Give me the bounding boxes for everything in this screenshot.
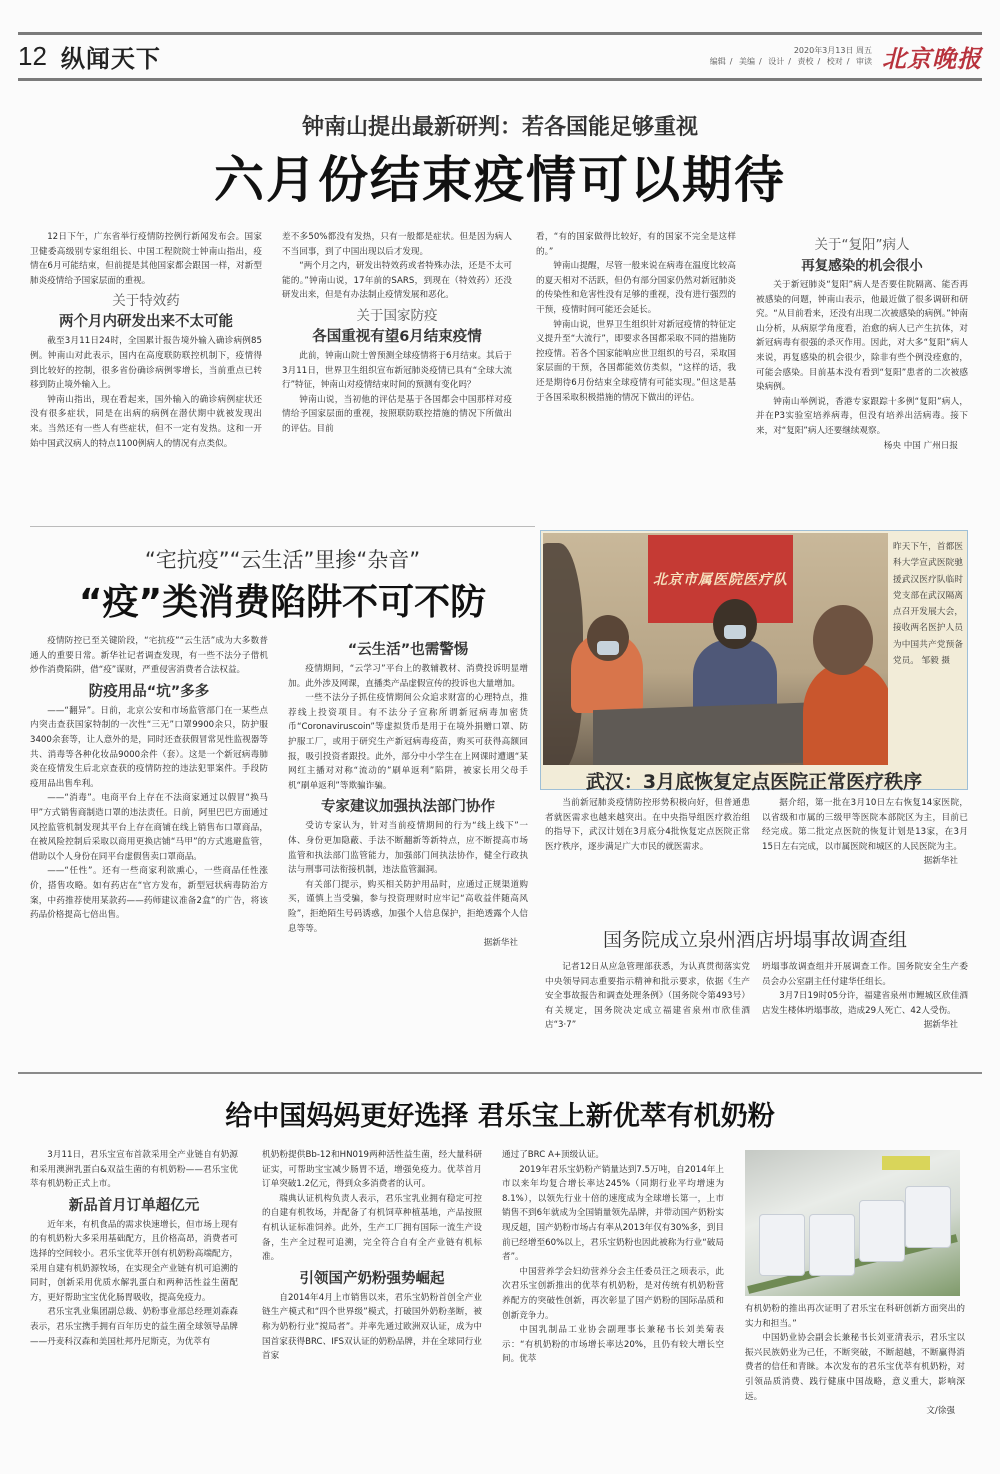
photo-story-column-1: 当前新冠肺炎疫情防控形势积极向好，但普通患者就医需求也越来越突出。在中央指导组医疗救治组的指导下，武汉计划在3月底分4批恢复定点医院正常医疗秩序，逐步满足广大市民的就医需求。 [545, 798, 750, 852]
advertorial-headline: 给中国妈妈更好选择 君乐宝上新优萃有机奶粉 [225, 1101, 775, 1132]
story1-sub3-title: 再复感染的机会很小 [801, 258, 923, 274]
story2-column-1: 疫情防控已至关键阶段，“宅抗疫”“云生活”成为大多数普通人的重要日常。新华社记者调查发现，有一些不法分子借机炒作消费陷阱，借“疫”谋财，严重侵害消费者合法权益。 防疫用品“坑”多多 ——“翻异”。日前，北京公安和市场监管部门在一某些点内突击查获国家特制的一次性“三无”口罩9900余只，防护服3400余套等，让人意外的是，同时还查获假冒常见性监视器等共、消毒等各种化妆品9000余件（套）。这是一个新冠病毒肺炎在疫情发生后北京查获的疫情防控的违法犯罪案件。手段防疫用品出售牟利。 ——“消毒”。电商平台上存在不法商家通过以假冒“换马甲”方式销售商制造口罩的违法责任。日前，阿里巴巴方面通过风控监管机制发现其平台上存在商铺在线上销售布口罩商品，在被风险控制后采取以商用更换店铺“马甲”的方式逃避监管，借助以个人身份在同平台虚假售卖口罩商品。 ——“任性”。还有一些商家利欲熏心，一些商品任性涨价，搭售攻略。如有药店在“官方发布，新型冠状病毒防治方案，中药推荐使用某款药——药师建议准备2盒”的广告，将该药品价格提高七倍出售。 [30, 636, 268, 921]
advertorial-sub1-title: 新品首月订单超亿元 [68, 1197, 200, 1214]
section-name: 纵闻天下 [60, 44, 161, 73]
story2-lead: 疫情防控已至关键阶段，“宅抗疫”“云生活”成为大多数普通人的重要日常。新华社记者调查发现，有一些不法分子借机炒作消费陷阱，借“疫”谋财，严重侵害消费者合法权益。 [30, 636, 268, 676]
photo-caption: 昨天下午，首都医科大学宣武医院驰援武汉医疗队临时党支部在武汉隔离点召开发展大会，接收两名医护人员为中国共产党预备党员。 邹毅 摄 [893, 542, 963, 667]
news-photo [543, 533, 888, 765]
story1-lead: 12日下午，广东省举行疫情防控例行新闻发布会。国家卫健委高级别专家组组长、中国工程院院士钟南山指出，疫情在6月可能结束，但前提是其他国家都会跟国一样，对新型肺炎疫情给予国家层面的重视。 [30, 232, 262, 286]
story3-column-2: 坍塌事故调查组并开展调查工作。国务院安全生产委员会办公室副主任付建华任组长。 3月7日19时05分许，福建省泉州市鲤城区欣佳酒店发生楼体坍塌事故，造成29人死亡、42人受伤。 据新华社 [762, 960, 968, 1060]
paper-logo: 北京晚报 [882, 43, 982, 73]
masthead-top-rule [18, 32, 982, 35]
masthead-right [706, 39, 982, 74]
story2-kicker: “宅抗疫”“云生活”里掺“杂音” [144, 548, 421, 572]
story2-sub2-title: “云生活”也需警惕 [347, 642, 469, 658]
factory-photo [745, 1150, 960, 1296]
story2-sub1-title: 防疫用品“坑”多多 [88, 683, 210, 700]
story1-sub1-title: 两个月内研发出来不太可能 [59, 314, 233, 331]
story1-column-2: 差不多50%都没有发热，只有一般都是症状。但是因为病人不当回事，到了中国出现以后才发现。 “两个月之内，研发出特效药或者特殊办法，还是不太可能的。”钟南山说，17年前的SARS，到现在（特效药）还没研发出来，但是有办法制止疫情发展和恶化。 关于国家防疫 各国重视有望6月结束疫情 此前，钟南山院士曾预测全球疫情将于6月结束。其后于3月11日，世界卫生组织宣布新冠肺炎疫情已具有“全球大流行”特征，钟南山对疫情结束时间的预测有变化吗？ 钟南山说，当初他的评估是基于各国都会中国那样对疫情给予国家层面的重视，按照联防联控措施的情况下所做出的评估。目前 [282, 232, 512, 434]
photo-story-column-2: 据介绍，第一批在3月10日左右恢复14家医院，以省级和市属的三级甲等医院本部院区为主，目前已经完成。第二批定点医院的恢复计划是13家，在3月15日左右完成，以市属医院和城区的人民医院为主。 据新华社 [762, 796, 968, 906]
story1-sub1-kicker: 关于特效药 [112, 293, 180, 310]
advertorial-column-4: 有机奶粉的推出再次证明了君乐宝在科研创新方面突出的实力和担当。” 中国奶业协会副会长兼秘书长刘亚清表示，君乐宝以振兴民族奶业为己任，不断突破，不断超越，不断赢得消费者的信任和青睐。本次发布的君乐宝优萃有机奶粉，对引领品质消费、践行健康中国战略，意义重大，影响深远。 文/徐强 [745, 1302, 965, 1454]
divider [30, 526, 535, 527]
story3-headline: 国务院成立泉州酒店坍塌事故调查组 [602, 929, 907, 951]
advertorial-column-2: 机奶粉提供Bb-12和HN019两种活性益生菌，经大量科研证实，可帮助宝宝减少肠胃不适，增强免疫力。优萃首月订单突破1.2亿元，得到众多消费者的认可。 瑞典认证机构负责人表示，君乐宝乳业拥有稳定可控的自建有机牧场，并配备了有机饲草种植基地，产品按照有机认证标准饲养。此外，生产工厂拥有国际一流生产设备，生产全过程可追溯，完全符合自有全产业链有机标准。 引领国产奶粉强势崛起 自2014年4月上市销售以来，君乐宝奶粉首创全产业链生产模式和“四个世界级”模式，打破国外奶粉垄断，被称为奶粉行业“搅局者”。并率先通过欧洲双认证，成为中国首家获得BRC、IFS双认证的奶粉品牌，并在全球同行业首家 [262, 1150, 482, 1362]
story1-sub3-kicker: 关于“复阳”病人 [814, 237, 910, 253]
masthead [18, 36, 982, 76]
section-divider [18, 1072, 982, 1074]
masthead-meta [706, 45, 872, 67]
advertorial-column-1: 3月11日，君乐宝宣布首款采用全产业链自有奶源和采用澳洲乳蛋白&双益生菌的有机奶粉——君乐宝优萃有机奶粉正式上市。 新品首月订单超亿元 近年来，有机食品的需求快速增长，但市场上现有的有机奶粉大多采用基础配方，且价格高昂，消费者可选择的空间较小。君乐宝优萃开创有机奶粉高端配方，采用自建有机奶源牧场，在实现全产业链有机可追溯的同时，创新采用优质水解乳蛋白和两种活性益生菌配方，更好帮助宝宝优化肠胃吸收，提高免疫力。 君乐宝乳业集团副总裁、奶粉事业部总经理刘森森表示，君乐宝携手拥有百年历史的益生菌全球领导品牌——丹麦科汉森和美国杜邦丹尼斯克，为优萃有 [30, 1150, 238, 1347]
story3-column-1: 记者12日从应急管理部获悉，为认真贯彻落实党中央领导同志重要指示精神和批示要求，依据《生产安全事故报告和调查处理条例》（国务院令第493号）有关规定，国务院决定成立福建省泉州市欣佳酒店“3·7” [545, 962, 750, 1031]
photo-story-headline: 武汉：3月底恢复定点医院正常医疗秩序 [585, 771, 923, 793]
advertorial-column-3: 通过了BRC A+顶级认证。 2019年君乐宝奶粉产销量达到7.5万吨，自2014年上市以来年均复合增长率达245%（同期行业平均增速为8.1%），以领先行业十倍的速度成为全球增长第一，上市销售不到6年就成为全国销量领先品牌，并带动国产奶粉实现反超，国产奶粉市场占有率从2013年仅有30%多，到目前已经增至60%以上，君乐宝奶粉也因此被称为行业“破局者”。 中国营养学会妇幼营养分会主任委员汪之顼表示，此次君乐宝创新推出的优萃有机奶粉，是对传统有机奶粉营养配方的突破性创新，再次彰显了国产奶粉的国际品质和创新竞争力。 中国乳制品工业协会副理事长兼秘书长刘美菊表示：“有机奶粉的市场增长率达20%，且仍有较大增长空间。优萃 [502, 1150, 724, 1365]
story1-column-3: 看，“有的国家做得比较好，有的国家不完全是这样的。” 钟南山提醒，尽管一般来说在病毒在温度比较高的夏天相对不活跃，但仍有部分国家仍然对新冠肺炎的传染性和危害性没有足够的重视，没有进行强烈的干预，疫情时间可能还会延长。 钟南山说，世界卫生组织针对新冠疫情的特征定义提升至“大流行”，即要求各国都采取不同的措施防控疫情。若各个国家能响应世卫组织的号召，采取国家层面的干预，各国都能效仿类似，“这样的话，我还是期待6月份结束全球疫情有可能实现。”但这是基于各国采取积极措施的情况下做出的评估。 [536, 232, 736, 403]
story1-column-1: 12日下午，广东省举行疫情防控例行新闻发布会。国家卫健委高级别专家组组长、中国工程院院士钟南山指出，疫情在6月可能结束，但前提是其他国家都会跟国一样，对新型肺炎疫情给予国家层面的重视。 关于特效药 两个月内研发出来不太可能 截至3月11日24时，全国累计报告境外输入确诊病例85例。钟南山对此表示，国内在高度联防联控机制下，疫情得到比较好的控制，很多省份确诊病例零增长，当前重点已转移到防止境外输入上。 钟南山指出，现在看起来，国外输入的确诊病例症状还没有很多症状，同是在出病的病例在潜伏期中就被发现出来。当然还有一些人有些症状，但不一定有发热。这和一开始中国武汉病人的特点1100例病人的情况有点类似。 [30, 232, 262, 449]
story1-sub2-kicker: 关于国家防疫 [356, 307, 438, 324]
page-number: 12 [18, 40, 47, 71]
photo-story-box [540, 530, 968, 793]
story1-kicker: 钟南山提出最新研判：若各国能足够重视 [301, 115, 698, 140]
advertorial-sub2-title: 引领国产奶粉强势崛起 [299, 1270, 445, 1287]
masthead-bottom-rule [18, 78, 982, 81]
editor-credits: 编辑 / 美编 / 设计 / 责校 / 校对 / 审读 [709, 57, 872, 66]
story1-byline: 杨央 中国 广州日报 [883, 440, 958, 451]
story2-byline: 据新华社 [483, 938, 518, 949]
advertorial-byline: 文/徐强 [926, 1406, 955, 1417]
story1-sub2-title: 各国重视有望6月结束疫情 [312, 328, 482, 345]
story2-column-2: “云生活”也需警惕 疫情期间，“云学习”平台上的教辅教材、消费投诉明显增加。此外涉及网课，直播类产品虚假宣传的投诉也大量增加。 一些不法分子抓住疫情期间公众追求财富的心理特点，推荐线上投资项目。有不法分子宣称所谓新冠病毒加密货币“Coronaviruscoin”等虚拟货币是用于在境外捐赠口罩、防护服工厂，或用于研究生产新冠病毒疫苗，购买可获得高额回报，吸引投资者跟投。此外，部分中小学生在上网课时遭遇“某网红主播对对称“流动的”刷单返利”陷阱，被家长用父母手机“刷单返利”等欺骗诈骗。 专家建议加强执法部门协作 受访专家认为，针对当前疫情期间的行为“线上线下”一体、身份更加隐蔽、手法不断翻新等新特点，应不断提高市场监管和执法部门监管能力，加强部门间执法协作，健全行政执法与刑事司法衔接机制，违法监管漏洞。 有关部门提示，购买相关防护用品时，应通过正规渠道购买，谨慎上当受骗，参与投资理财时应牢记“高收益伴随高风险”，拒绝陌生号码诱惑，加强个人信息保护，拒绝透露个人信息等等。 据新华社 [288, 636, 528, 1056]
photo-story-byline: 据新华社 [923, 856, 958, 867]
story2-headline: “疫”类消费陷阱不可不防 [78, 582, 487, 623]
story1-column-4: 关于“复阳”病人 再复感染的机会很小 关于新冠肺炎“复阳”病人是否要住院隔离、能否再被感染的问题，钟南山表示，他最近做了很多调研和研究。“从目前看来，还没有出现二次被感染的病例。”钟南山分析，从病原学角度看，治愈的病人已产生抗体，对新冠病毒有很强的杀灭作用。因此，对大多“复阳”病人来说，再复感染的机会很少，除非有些个例没痊愈的，可能会感染。目前基本没有看到“复阳”患者的二次被感染病例。 钟南山举例说，香港专家跟踪十多例“复阳”病人，并在P3实验室培养病毒，但没有培养出活病毒。接下来，对“复阳”病人还要继续观察。 杨央 中国 广州日报 [756, 232, 968, 524]
photo-banner: 北京市属医院医疗队 [648, 535, 793, 623]
story1-headline: 六月份结束疫情可以期待 [214, 151, 786, 209]
issue-date: 2020年3月13日 周五 [793, 46, 872, 55]
story3-byline: 据新华社 [923, 1020, 958, 1031]
story2-sub3-title: 专家建议加强执法部门协作 [321, 799, 495, 816]
